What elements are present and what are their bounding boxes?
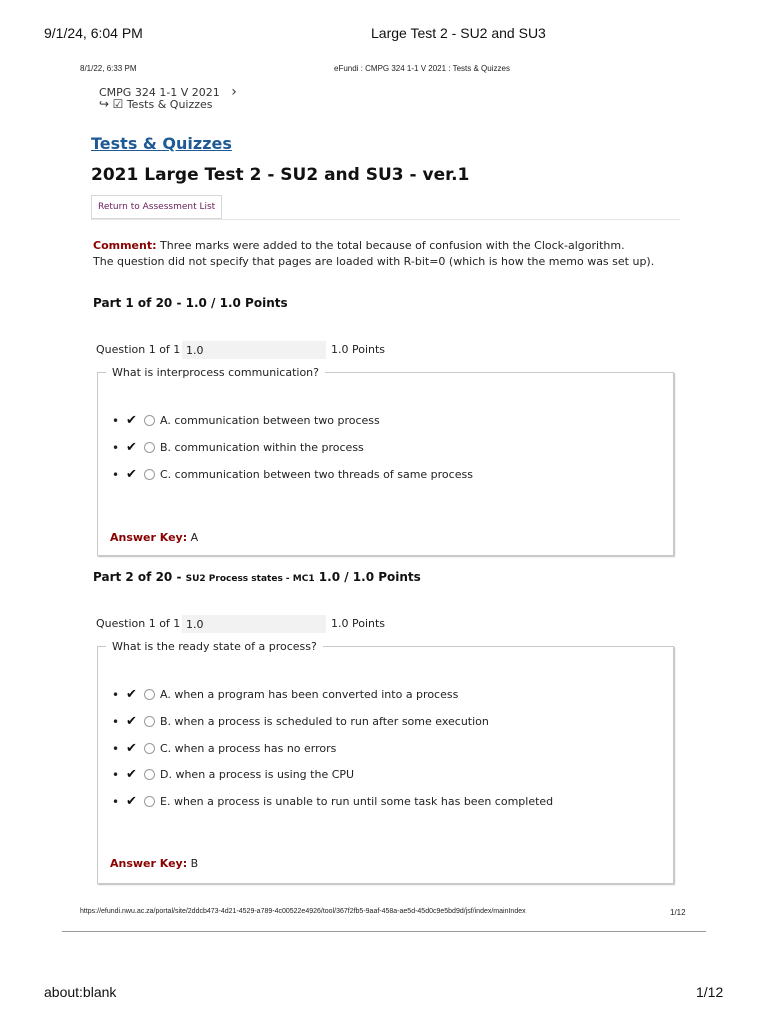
part-1-score-input[interactable] <box>182 341 326 359</box>
checkmark-icon: ✔ <box>126 467 137 482</box>
part-1-question-box <box>97 366 674 556</box>
print-datetime: 9/1/24, 6:04 PM <box>44 25 143 41</box>
checkmark-icon: ✔ <box>126 767 137 782</box>
checkmark-icon: ✔ <box>126 794 137 809</box>
inner-title: eFundi : CMPG 324 1-1 V 2021 : Tests & Quizzes <box>334 64 510 73</box>
part-2-heading-prefix: Part 2 of 20 - <box>93 570 186 584</box>
inner-footer-url: https://efundi.nwu.ac.za/portal/site/2ddcb473-4d21-4529-a789-4c00522e4926/tool/367f2fb5-9aaf-458a-ae5d-45d0c9e5bd9d/jsf/index/mainIndex <box>80 908 526 915</box>
page-bottom-rule <box>62 931 706 932</box>
checkmark-icon: ✔ <box>126 741 137 756</box>
answer-option <box>112 687 458 702</box>
bullet-icon: • <box>112 741 120 756</box>
breadcrumb-course[interactable]: CMPG 324 1-1 V 2021 <box>99 86 220 99</box>
part-1-points: 1.0 Points <box>331 343 386 356</box>
radio-button[interactable] <box>144 415 155 426</box>
print-title: Large Test 2 - SU2 and SU3 <box>371 25 546 41</box>
option-label: B. communication within the process <box>160 441 364 454</box>
bullet-icon: • <box>112 440 120 455</box>
bullet-icon: • <box>112 714 120 729</box>
option-label: C. when a process has no errors <box>160 742 337 755</box>
checkmark-icon: ✔ <box>126 413 137 428</box>
option-label: A. communication between two process <box>160 414 380 427</box>
bullet-icon: • <box>112 687 120 702</box>
answer-option <box>112 440 364 455</box>
part-2-answer-key <box>110 857 198 870</box>
radio-button[interactable] <box>144 796 155 807</box>
bullet-icon: • <box>112 413 120 428</box>
answer-option <box>112 794 553 809</box>
print-footer-url: about:blank <box>44 984 117 1000</box>
answer-option <box>112 467 473 482</box>
assessment-title: 2021 Large Test 2 - SU2 and SU3 - ver.1 <box>91 165 470 185</box>
inner-footer-page: 1/12 <box>670 908 686 917</box>
breadcrumb-tool-label: Tests & Quizzes <box>126 98 213 111</box>
checkmark-icon: ✔ <box>126 714 137 729</box>
part-2-question-box <box>97 640 674 884</box>
return-to-assessment-list-button[interactable]: Return to Assessment List <box>91 195 222 219</box>
part-2-score-input[interactable] <box>182 615 326 633</box>
answer-option <box>112 767 354 782</box>
bullet-icon: • <box>112 467 120 482</box>
bullet-icon: • <box>112 794 120 809</box>
grader-comment <box>93 238 654 270</box>
checkmark-icon: ✔ <box>126 440 137 455</box>
part-2-heading-points: 1.0 / 1.0 Points <box>314 570 421 584</box>
option-label: C. communication between two threads of same process <box>160 468 473 481</box>
breadcrumb-tool[interactable] <box>99 97 213 111</box>
answer-key-label: Answer Key: <box>110 857 188 870</box>
part-2-question-text: What is the ready state of a process? <box>112 640 317 653</box>
checkmark-icon: ✔ <box>126 687 137 702</box>
part-1-answer-key <box>110 531 198 544</box>
comment-label: Comment: <box>93 239 157 252</box>
chevron-right-icon[interactable]: › <box>231 84 237 100</box>
answer-option <box>112 413 380 428</box>
part-1-question-label: Question 1 of 1 <box>96 343 181 356</box>
radio-button[interactable] <box>144 442 155 453</box>
part-2-heading <box>93 570 421 584</box>
answer-option <box>112 741 336 756</box>
radio-button[interactable] <box>144 743 155 754</box>
option-label: B. when a process is scheduled to run after some execution <box>160 715 489 728</box>
answer-key-label: Answer Key: <box>110 531 188 544</box>
option-label: D. when a process is using the CPU <box>160 768 355 781</box>
print-footer-page: 1/12 <box>696 984 724 1000</box>
inner-datetime: 8/1/22, 6:33 PM <box>80 64 137 73</box>
radio-button[interactable] <box>144 469 155 480</box>
answer-option <box>112 714 489 729</box>
radio-button[interactable] <box>144 689 155 700</box>
part-2-question-label: Question 1 of 1 <box>96 617 181 630</box>
tests-quizzes-link[interactable]: Tests & Quizzes <box>91 134 232 153</box>
divider <box>91 219 680 220</box>
share-icon: ↪ <box>99 97 110 111</box>
answer-key-value: B <box>190 857 199 870</box>
option-label: E. when a process is unable to run until some task has been completed <box>160 795 554 808</box>
radio-button[interactable] <box>144 716 155 727</box>
part-1-question-text: What is interprocess communication? <box>112 366 319 379</box>
comment-line-1: Three marks were added to the total because of confusion with the Clock-algorithm. <box>160 239 625 252</box>
comment-line-2: The question did not specify that pages are loaded with R-bit=0 (which is how the memo was set up). <box>93 255 655 268</box>
option-label: A. when a program has been converted into a process <box>160 688 459 701</box>
part-2-heading-topic: SU2 Process states - MC1 <box>185 574 315 584</box>
bullet-icon: • <box>112 767 120 782</box>
part-1-heading: Part 1 of 20 - 1.0 / 1.0 Points <box>93 296 288 310</box>
part-2-points: 1.0 Points <box>331 617 386 630</box>
answer-key-value: A <box>190 531 199 544</box>
checkbox-icon: ☑ <box>112 97 124 111</box>
radio-button[interactable] <box>144 769 155 780</box>
